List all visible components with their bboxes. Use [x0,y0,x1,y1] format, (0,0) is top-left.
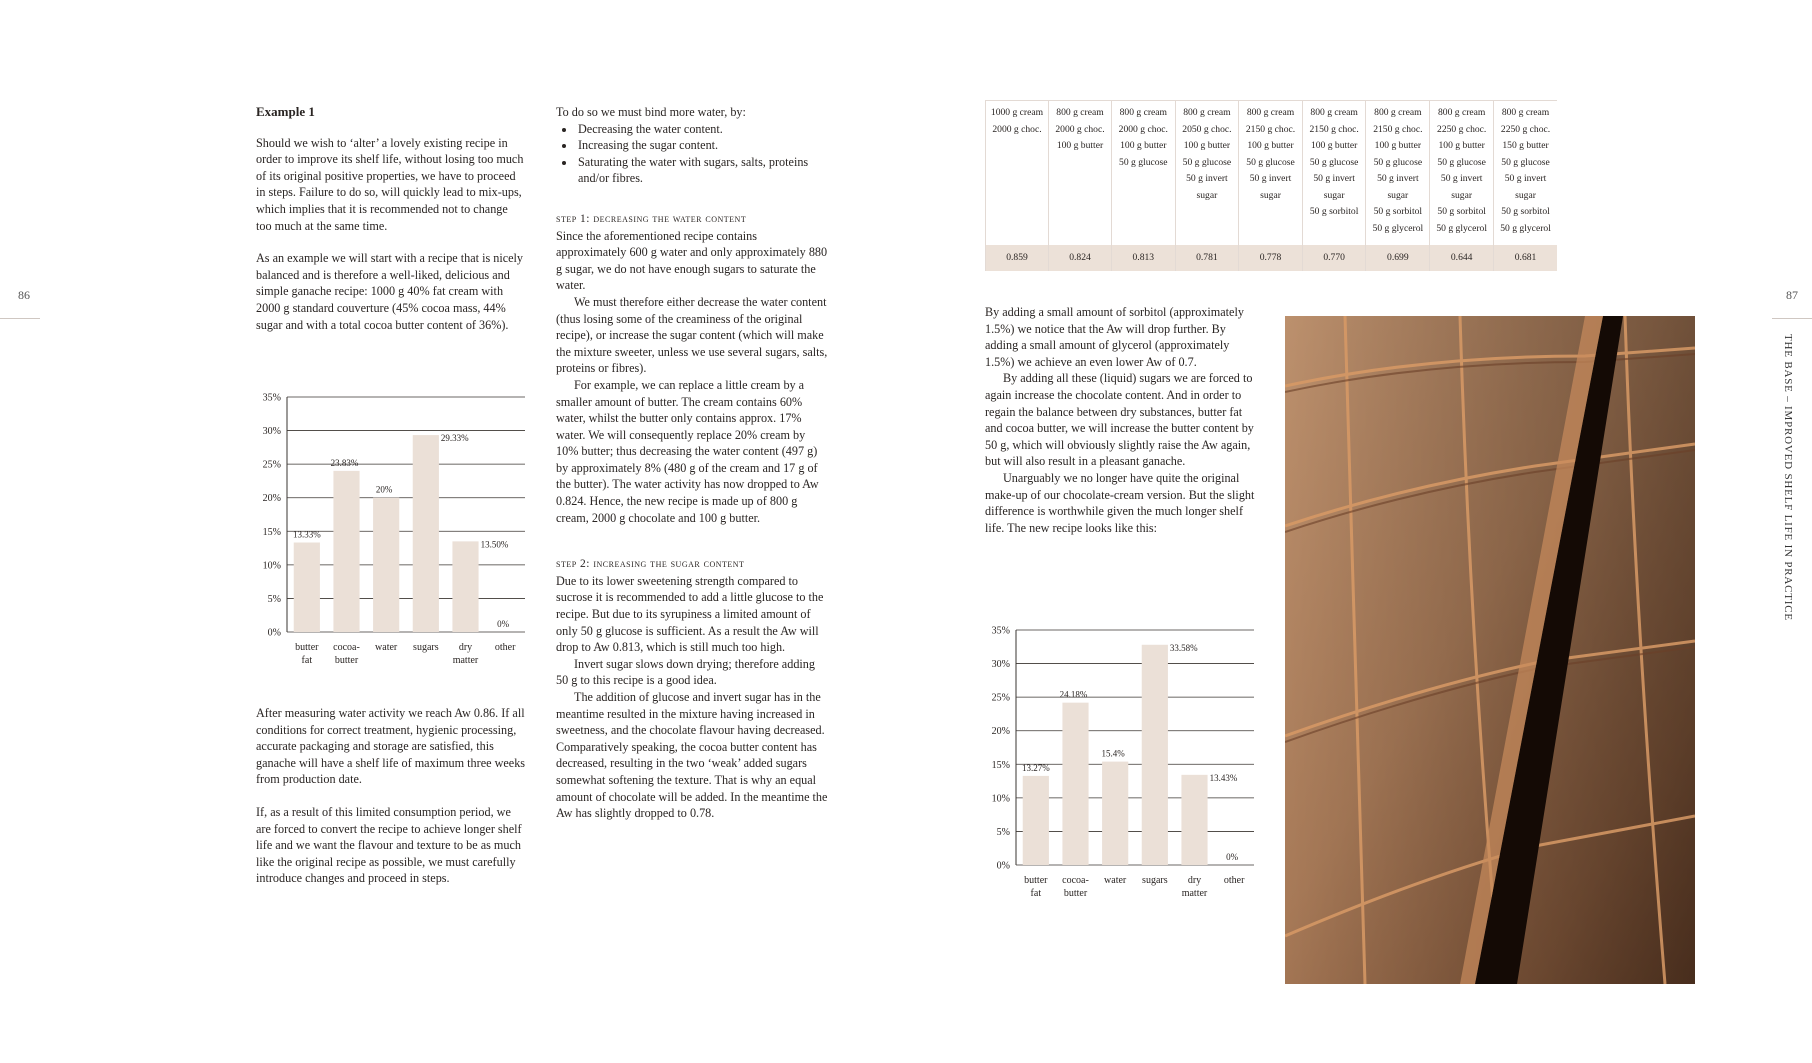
bar [1023,776,1049,865]
page-number-rule-left [0,318,40,319]
recipe-cell [1239,101,1303,246]
y-tick-label: 30% [262,426,281,438]
paragraph: Due to its lower sweetening strength compared to sucrose it is recommended to add a little glucose to the recipe. But due to its syrupiness a limited amount of only 50 g glucose is sufficient. As a result the Aw will drop to Aw 0.813, which is still much too high. [556,573,824,655]
bar [373,498,399,632]
bar-value-label: 13.43% [1209,772,1238,783]
ingredient-line: sugar [1260,189,1281,201]
bullet-list [556,121,828,187]
aw-value: 0.781 [1175,245,1239,271]
bar [1062,703,1088,865]
y-tick-label: 20% [262,493,281,505]
x-tick-label: water [1104,875,1127,886]
ingredient-line: 50 g glucose [1309,156,1359,168]
bar-value-label: 24.18% [1059,689,1088,700]
x-tick-label: matter [1181,888,1208,899]
ingredient-line: 800 g cream [1056,107,1104,118]
list-item: • Saturating the water with sugars, salts, proteins and/or fibres. [576,154,828,187]
ingredient-line: sugar [1323,189,1345,201]
recipe-cell [1302,101,1366,246]
composition-chart-2 [979,618,1264,908]
x-tick-label: cocoa- [333,642,360,653]
y-tick-label: 10% [262,560,281,572]
y-tick-label: 30% [991,659,1010,671]
running-title: THE BASE – IMPROVED SHELF LIFE IN PRACTICE [1782,334,1794,621]
ingredient-line: 2150 g choc. [1309,123,1359,135]
bar-value-label: 23.83% [330,457,359,468]
ingredient-line: 800 g cream [1374,107,1422,118]
recipe-cell [1175,101,1239,246]
x-tick-label: sugars [413,642,439,653]
bar [413,435,439,632]
ingredient-line: 2000 g choc. [1118,123,1168,135]
x-tick-label: butter [1063,888,1088,899]
bar [1142,645,1168,865]
x-tick-label: butter [295,642,319,653]
x-tick-label: dry [458,642,473,653]
ingredient-line: sugar [1451,189,1473,201]
recipe-cell [1494,101,1557,246]
ingredient-line: 100 g butter [1247,140,1294,151]
composition-chart-1 [250,385,535,675]
ingredient-line: 800 g cream [1119,107,1168,118]
ingredient-line: 150 g butter [1502,140,1549,151]
paragraph: For example, we can replace a little cream by a smaller amount of butter. The cream contains 60% water, whilst the butter only contains approx. 17% water. We will consequently replace 20% cream by 10% butter; thus decreasing the water content (497 g) by approximately 8% (480 g of the cream and 17 g of the butter). The water activity has now dropped to Aw 0.824. Hence, the new recipe is made up of 800 g cream, 2000 g chocolate and 100 g butter. [556,377,819,525]
ingredient-line: 2150 g choc. [1373,123,1423,135]
x-tick-label: other [494,642,516,653]
step-2-heading: step 2: increasing the sugar content [556,558,745,571]
recipe-cell [1049,101,1112,246]
ingredients-row [986,101,1558,246]
paragraph: After measuring water activity we reach Aw 0.86. If all conditions for correct treatment, hygienic processing, accurate packaging and storage are satisfied, this ganache will have a shelf life of maximum three weeks from production date. [256,706,526,787]
ingredient-line: 50 g invert [1186,173,1228,184]
x-tick-label: water [375,642,398,653]
y-tick-label: 5% [996,826,1010,838]
step-1-heading: step 1: decreasing the water content [556,212,747,225]
y-tick-label: 25% [262,459,281,471]
paragraph: The addition of glucose and invert sugar has in the meantime resulted in the mixture having increased in sweetness, and the chocolate flavour having decreased. Comparatively speaking, the cocoa butter content has decreased, resulting in the two ‘weak’ added sugars somewhat softening the texture. That is why an equal amount of chocolate will be added. In the meantime the Aw has slightly dropped to 0.78. [556,690,828,821]
ingredient-line: 50 g glycerol [1500,222,1551,234]
y-tick-label: 35% [991,625,1010,637]
page-number-rule-right [1772,318,1812,319]
ingredient-line: 800 g cream [1501,107,1550,118]
bar-value-label: 13.33% [292,529,321,540]
water-activity-row [986,245,1558,271]
list-item: • Increasing the sugar content. [576,137,828,154]
bar [294,542,320,632]
ingredient-line: 800 g cream [1183,107,1231,118]
ingredient-line: 100 g butter [1183,140,1231,151]
bar-value-label: 20% [375,484,393,495]
bar-value-label: 33.58% [1169,642,1198,653]
ingredient-line: 50 g invert [1249,173,1292,184]
chocolate-photo-icon [1285,316,1695,984]
bar-value-label: 13.50% [480,539,509,550]
text-column-2 [556,104,828,822]
ingredient-line: sugar [1196,189,1218,201]
recipe-cell [1430,101,1494,246]
recipe-cell [1366,101,1430,246]
aw-value: 0.813 [1112,245,1176,271]
bar [1102,762,1128,865]
x-tick-label: butter [1024,875,1048,886]
text-column-1-bottom [256,705,526,887]
aw-value: 0.859 [986,245,1049,271]
paragraph: By adding a small amount of sorbitol (approximately 1.5%) we notice that the Aw will drop further. By adding a small amount of glycerol (approximately 1.5%) we achieve an even lower Aw of 0.7. [985,305,1244,369]
ingredient-line: 50 g invert [1377,173,1419,184]
aw-value: 0.681 [1494,245,1557,271]
ingredient-line: 100 g butter [1438,140,1485,151]
ingredient-line: 50 g sorbitol [1373,206,1423,217]
ingredient-line: 2000 g choc. [1055,123,1105,135]
y-tick-label: 10% [991,793,1010,805]
ingredient-line: 50 g glucose [1373,156,1423,168]
page-number-left: 86 [18,288,30,302]
paragraph: Invert sugar slows down drying; therefore adding 50 g to this recipe is a good idea. [556,656,815,688]
ingredient-line: 50 g glucose [1246,156,1295,168]
ingredient-line: sugar [1515,189,1536,201]
aw-value: 0.770 [1302,245,1366,271]
x-tick-label: fat [301,655,313,666]
x-tick-label: cocoa- [1062,875,1089,886]
ingredient-line: 100 g butter [1056,140,1104,151]
ingredient-line: 50 g sorbitol [1501,206,1550,217]
text-column-1 [256,104,526,333]
ingredient-line: 100 g butter [1310,140,1358,151]
x-tick-label: sugars [1142,875,1168,886]
x-tick-label: matter [452,655,479,666]
bar-value-label: 0% [1226,852,1239,862]
ingredient-line: 50 g sorbitol [1309,206,1359,217]
ingredient-line: 2000 g choc. [992,123,1042,135]
ingredient-line: 50 g glycerol [1372,222,1424,234]
ingredient-line: 50 g glucose [1437,156,1486,168]
ingredient-line: 50 g glucose [1501,156,1550,168]
ingredient-line: 1000 g cream [990,107,1044,118]
paragraph: We must therefore either decrease the water content (thus losing some of the creaminess of the original recipe), or increase the sugar content (which will make the mixture sweeter, unless we use several sugars, salts, proteins or fibres). [556,294,828,376]
aw-value: 0.778 [1239,245,1303,271]
ingredient-line: 50 g invert [1313,173,1355,184]
x-tick-label: dry [1187,875,1202,886]
y-tick-label: 35% [262,392,281,404]
y-tick-label: 20% [991,726,1010,738]
ingredient-line: 800 g cream [1310,107,1358,118]
ingredient-line: 50 g invert [1504,173,1547,184]
y-tick-label: 5% [267,593,281,605]
page-number-right: 87 [1786,288,1798,302]
text-column-3 [985,304,1257,536]
ingredient-line: 2250 g choc. [1437,123,1487,135]
ingredient-line: 100 g butter [1374,140,1422,151]
ingredient-line: 50 g glucose [1182,156,1232,168]
section-heading: Example 1 [256,104,315,119]
ingredient-line: 50 g invert [1440,173,1483,184]
bar [1181,775,1207,865]
y-tick-label: 25% [991,692,1010,704]
bar [452,541,478,632]
list-item: • Decreasing the water content. [576,121,828,138]
aw-value: 0.824 [1049,245,1112,271]
x-tick-label: other [1223,875,1245,886]
ingredient-line: 800 g cream [1437,107,1486,118]
y-tick-label: 0% [267,627,281,639]
ingredient-line: 50 g glucose [1119,156,1168,168]
paragraph: Should we wish to ‘alter’ a lovely existing recipe in order to improve its shelf life, without losing too much of its original positive properties, we have to proceed in steps. Failure to do so, will quickly lead to mix-ups, which implies that it is recommended not to change too much at the same time. [256,135,524,233]
y-tick-label: 15% [991,759,1010,771]
bar-value-label: 0% [497,619,510,629]
aw-value: 0.699 [1366,245,1430,271]
paragraph: Since the aforementioned recipe contains approximately 600 g water and only approximately 880 g sugar, we do not have enough sugars to saturate the water. [556,228,828,293]
ingredient-line: 100 g butter [1120,140,1167,151]
ingredient-line: sugar [1387,189,1409,201]
ingredient-line: 50 g glycerol [1436,222,1487,234]
paragraph: Unarguably we no longer have quite the original make-up of our chocolate-cream version. But the slight difference is worthwhile given the much longer shelf life. The new recipe looks like this: [985,470,1255,535]
y-tick-label: 0% [996,860,1010,872]
ingredient-line: 2150 g choc. [1245,123,1296,135]
paragraph: If, as a result of this limited consumption period, we are forced to convert the recipe to achieve longer shelf life and we want the flavour and texture to be as much like the original recipe as possible, we must carefully introduce changes and proceed in steps. [256,804,522,886]
chocolate-ganache-photo [1285,316,1695,984]
recipe-cell [1112,101,1176,246]
x-tick-label: fat [1030,888,1042,899]
paragraph: As an example we will start with a recipe that is nicely balanced and is therefore a well-liked, delicious and simple ganache recipe: 1000 g 40% fat cream with 2000 g standard couverture (45% cocoa mass, 44% sugar and with a total cocoa butter content of 36%). [256,251,524,332]
ingredient-line: 50 g sorbitol [1437,206,1486,217]
y-tick-label: 15% [262,526,281,538]
bar-value-label: 29.33% [440,433,469,444]
recipe-cell [986,101,1049,246]
bar-value-label: 13.27% [1021,762,1050,773]
ingredient-line: 2050 g choc. [1182,123,1232,135]
ingredient-line: 2250 g choc. [1500,123,1551,135]
aw-value: 0.644 [1430,245,1494,271]
paragraph: By adding all these (liquid) sugars we are forced to again increase the chocolate content. And in order to regain the balance between dry substances, butter fat and cocoa butter, we will increase the butter content by 50 g, which will obviously slightly raise the Aw again, but will also result in a pleasant ganache. [985,371,1254,469]
bar-value-label: 15.4% [1101,748,1125,759]
x-tick-label: butter [334,655,359,666]
recipe-table [985,100,1557,271]
paragraph: To do so we must bind more water, by: [556,105,746,119]
bar [333,471,359,632]
ingredient-line: 800 g cream [1246,107,1295,118]
